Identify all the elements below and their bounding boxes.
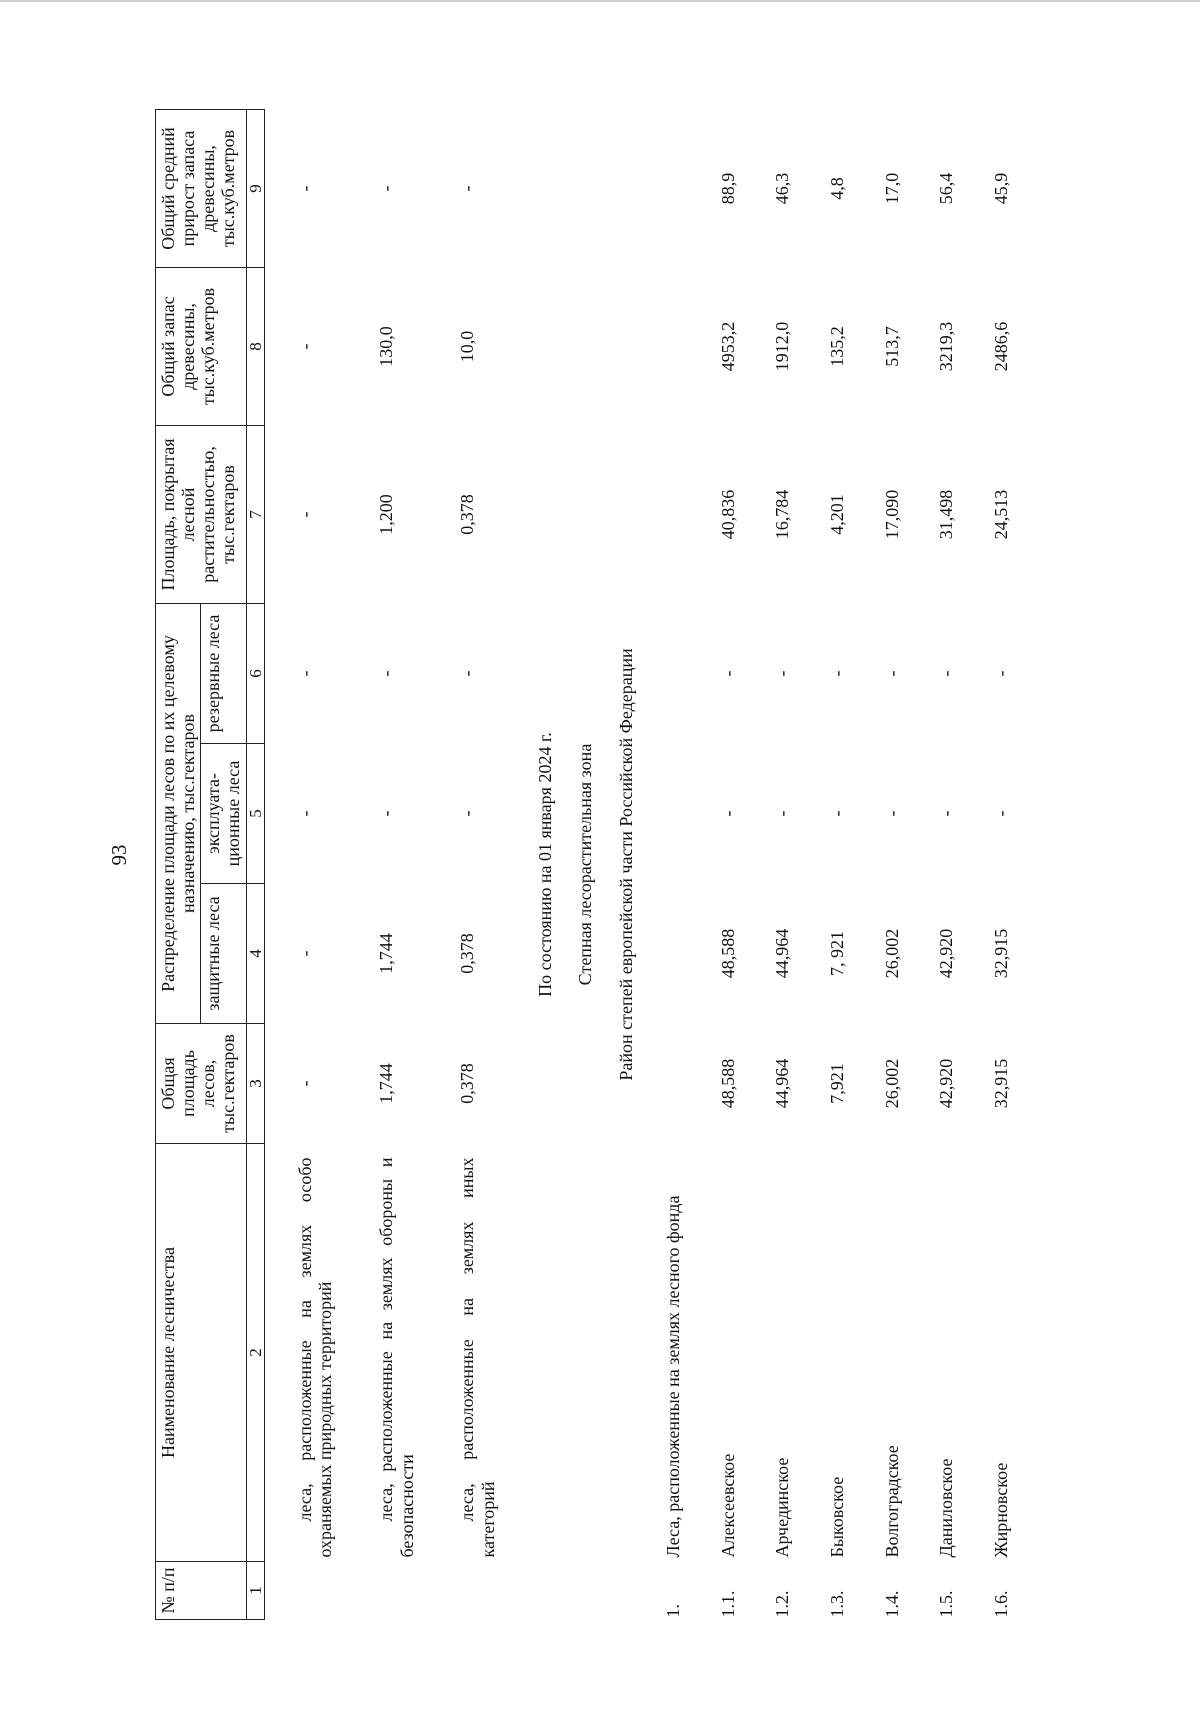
cell-average-growth: - [376, 185, 396, 192]
column-number: 3 [246, 1024, 264, 1144]
cell-total-area: 26,002 [881, 1058, 902, 1109]
table-row [340, 109, 421, 1619]
cell-forested-area: 16,784 [772, 489, 793, 540]
cell-total-area: - [294, 1080, 315, 1087]
row-number: 1. [662, 1604, 683, 1618]
header-protective-forests: защитные леса [201, 884, 246, 1024]
cell-protective: 26,002 [881, 928, 902, 979]
cell-total-area [637, 1024, 688, 1144]
cell-average-growth [637, 109, 688, 267]
cell-reserve: - [294, 670, 315, 677]
section-region-title: Район степей европейской части Российской Федерации [616, 648, 637, 1081]
section-date-title: По состоянию на 01 января 2024 г. [534, 732, 555, 997]
table-body [264, 109, 1016, 1619]
column-number: 4 [246, 884, 264, 1024]
page-top-edge [0, 0, 1200, 2]
table-row [906, 109, 961, 1619]
row-name: леса, расположенные на землях иных категорий [457, 1157, 499, 1558]
column-number: 7 [246, 425, 264, 603]
cell-exploitation [637, 744, 688, 884]
header-forestry-name: Наименование лесничества [156, 1144, 247, 1562]
table-row [797, 109, 852, 1619]
row-name: Жирновское [990, 1462, 1011, 1558]
cell-reserve: - [457, 670, 478, 677]
cell-protective: 1,744 [376, 933, 396, 974]
forest-statistics-table [155, 109, 1016, 1620]
cell-forested-area: 4,201 [826, 494, 847, 535]
column-number-row [246, 109, 264, 1619]
column-number: 2 [246, 1144, 264, 1562]
cell-protective [637, 884, 688, 1024]
row-number [264, 1562, 340, 1620]
row-number: 1.3. [826, 1590, 847, 1618]
header-total-area: Общая площадь лесов, тыс.гектаров [156, 1024, 247, 1144]
cell-average-growth: 17,0 [881, 172, 902, 205]
cell-average-growth: - [457, 185, 478, 192]
table-row [637, 109, 688, 1619]
cell-exploitation: - [457, 810, 478, 817]
header-purpose-distribution: Распределение площади лесов по их целевому назначению, тыс.гектаров [156, 603, 201, 1023]
header-exploitation-forests: эксплуата-ционные леса [201, 744, 246, 884]
cell-total-area: 1,744 [376, 1063, 396, 1104]
row-number: 1.2. [772, 1590, 793, 1618]
cell-timber-stock: 3219,3 [936, 321, 957, 372]
cell-protective: 44,964 [772, 928, 793, 979]
section-zone-title: Степная лесорастительная зона [575, 743, 596, 986]
cell-forested-area: 17,090 [881, 489, 902, 540]
column-number: 6 [246, 603, 264, 743]
section-title-row [555, 109, 596, 1619]
cell-timber-stock: 513,7 [881, 326, 902, 367]
row-name: Быковское [826, 1476, 847, 1558]
table-row [688, 109, 743, 1619]
cell-total-area: 32,915 [990, 1058, 1011, 1109]
cell-timber-stock: 130,0 [376, 326, 396, 367]
cell-forested-area: - [294, 511, 315, 518]
header-forested-area: Площадь, покрытая лесной растительностью, тыс.гектаров [156, 425, 247, 603]
cell-total-area: 42,920 [936, 1058, 957, 1109]
cell-exploitation: - [772, 810, 793, 817]
row-number [421, 1562, 502, 1620]
table-row [961, 109, 1016, 1619]
cell-reserve [637, 603, 688, 743]
header-reserve-forests: резервные леса [201, 603, 246, 743]
cell-total-area: 44,964 [772, 1058, 793, 1109]
header-average-growth: Общий средний прирост запаса древесины, тыс.куб.метров [156, 109, 247, 267]
cell-timber-stock: 4953,2 [717, 321, 738, 372]
row-name: леса, расположенные на землях особо охраняемых природных территорий [294, 1157, 336, 1558]
cell-protective: 32,915 [990, 928, 1011, 979]
cell-average-growth: 4,8 [826, 177, 847, 200]
column-number: 1 [246, 1562, 264, 1620]
cell-exploitation: - [936, 810, 957, 817]
column-number: 5 [246, 744, 264, 884]
page-number: 93 [107, 844, 131, 866]
cell-average-growth: 88,9 [717, 172, 738, 205]
cell-forested-area: 40,836 [717, 489, 738, 540]
table-header [156, 109, 265, 1619]
cell-timber-stock [637, 267, 688, 425]
cell-exploitation: - [376, 810, 396, 817]
cell-reserve: - [990, 670, 1011, 677]
row-name: леса, расположенные на землях обороны и безопасности [376, 1157, 417, 1558]
cell-total-area: 48,588 [717, 1058, 738, 1109]
cell-average-growth: 45,9 [990, 172, 1011, 205]
cell-timber-stock: 1912,0 [772, 321, 793, 372]
cell-exploitation: - [990, 810, 1011, 817]
cell-forested-area: 31,498 [936, 489, 957, 540]
cell-exploitation: - [881, 810, 902, 817]
table-row [742, 109, 797, 1619]
cell-reserve: - [717, 670, 738, 677]
header-timber-stock: Общий запас древесины, тыс.куб.метров [156, 267, 247, 425]
header-number: № п/п [156, 1562, 247, 1620]
cell-average-growth: 46,3 [772, 172, 793, 205]
cell-reserve: - [376, 670, 396, 677]
cell-exploitation: - [826, 810, 847, 817]
cell-reserve: - [826, 670, 847, 677]
row-name: Арчединское [772, 1457, 793, 1558]
cell-exploitation: - [717, 810, 738, 817]
table-row [852, 109, 907, 1619]
cell-protective: - [294, 950, 315, 957]
row-number: 1.5. [936, 1590, 957, 1618]
column-number: 8 [246, 267, 264, 425]
cell-forested-area [637, 425, 688, 603]
row-number: 1.6. [990, 1590, 1011, 1618]
cell-timber-stock: 10,0 [457, 330, 478, 363]
cell-timber-stock: 135,2 [826, 326, 847, 367]
row-number: 1.1. [717, 1590, 738, 1618]
table-row [421, 109, 502, 1619]
cell-exploitation: - [294, 810, 315, 817]
cell-forested-area: 1,200 [376, 494, 396, 535]
cell-total-area: 7,921 [826, 1063, 847, 1104]
row-name: Леса, расположенные на землях лесного фонда [662, 1195, 683, 1558]
cell-timber-stock: - [294, 343, 315, 350]
row-name: Волгоградское [881, 1445, 902, 1558]
cell-reserve: - [936, 670, 957, 677]
rotated-document-sheet [85, 55, 1115, 1655]
cell-timber-stock: 2486,6 [990, 321, 1011, 372]
row-name: Даниловское [936, 1458, 957, 1558]
cell-forested-area: 0,378 [457, 494, 478, 535]
table-row [264, 109, 340, 1619]
cell-average-growth: 56,4 [936, 172, 957, 205]
row-name: Алексеевское [717, 1453, 738, 1558]
row-number [340, 1562, 421, 1620]
column-number: 9 [246, 109, 264, 267]
section-title-row [596, 109, 637, 1619]
cell-average-growth: - [294, 185, 315, 192]
cell-total-area: 0,378 [457, 1063, 478, 1104]
cell-protective: 7, 921 [826, 931, 847, 976]
section-title-row [503, 109, 556, 1619]
cell-reserve: - [772, 670, 793, 677]
cell-forested-area: 24,513 [990, 489, 1011, 540]
cell-protective: 0,378 [457, 933, 478, 974]
cell-protective: 42,920 [936, 928, 957, 979]
cell-protective: 48,588 [717, 928, 738, 979]
cell-reserve: - [881, 670, 902, 677]
row-number: 1.4. [881, 1590, 902, 1618]
